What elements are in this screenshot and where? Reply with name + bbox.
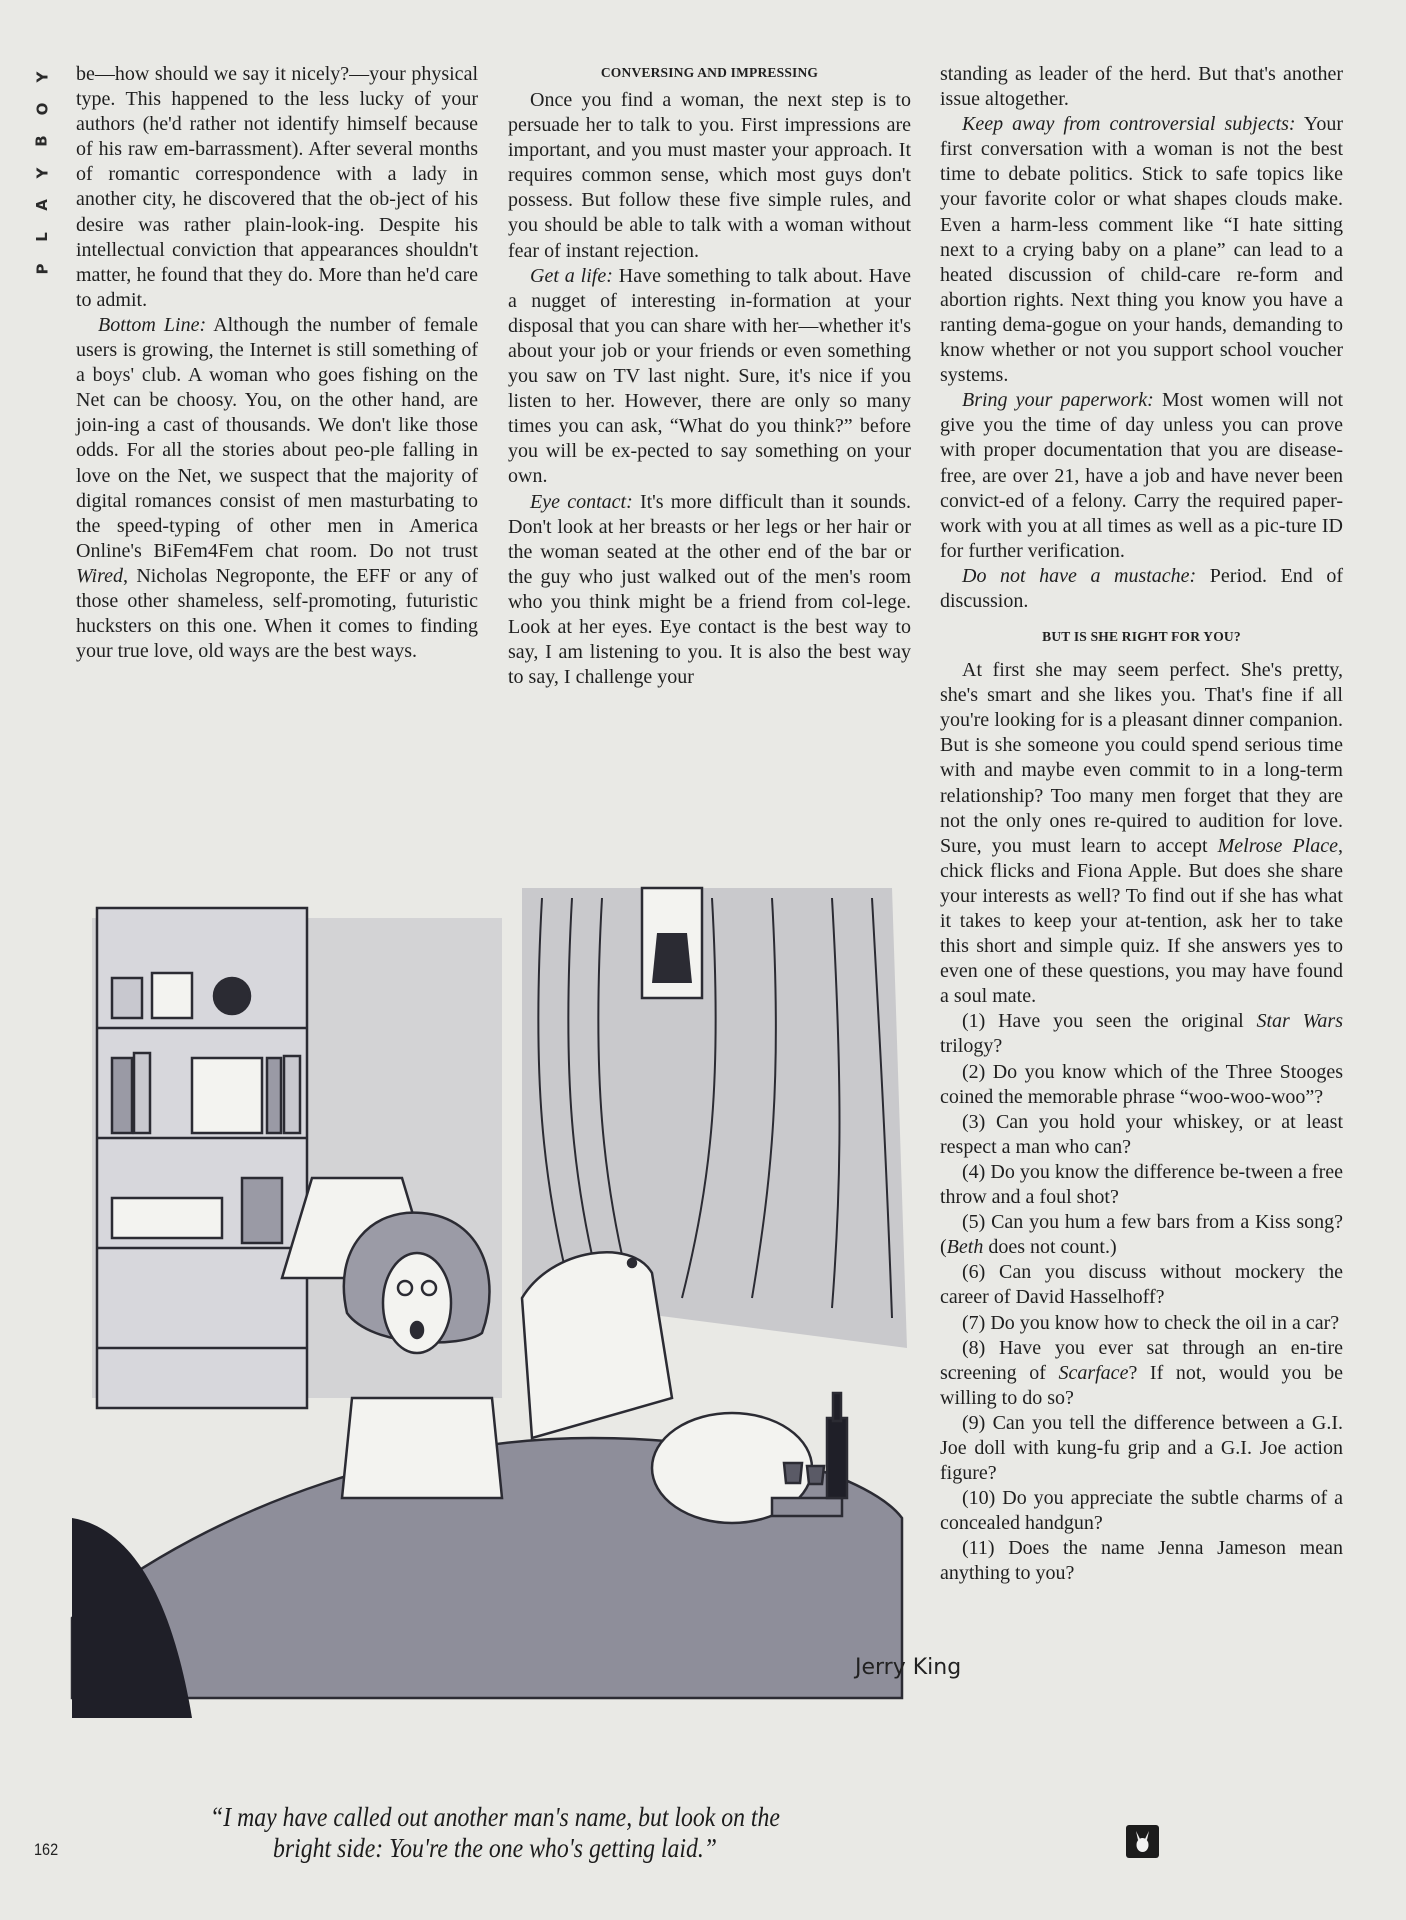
quiz-question: (11) Does the name Jenna Jameson mean anything to you?	[940, 1537, 1343, 1585]
run-in-head: Eye contact:	[530, 490, 633, 513]
quiz-question: (5) Can you hum a few bars from a Kiss song? (Beth does not count.)	[940, 1211, 1343, 1259]
article-column-3	[940, 62, 1343, 1587]
run-in-head: Get a life:	[530, 264, 613, 287]
cartoon-caption	[165, 1802, 825, 1864]
quiz-question: (4) Do you know the difference be-tween a free throw and a foul shot?	[940, 1160, 1343, 1209]
section-heading: BUT IS SHE RIGHT FOR YOU?	[1042, 629, 1241, 645]
quiz-question: (3) Can you hold your whiskey, or at least respect a man who can?	[940, 1110, 1343, 1158]
signature-text: Jerry King	[855, 1655, 962, 1680]
run-in-head: Do not have a mustache:	[962, 564, 1197, 587]
run-in-head: Bottom Line:	[98, 313, 207, 336]
quiz-question: (8) Have you ever sat through an en-tire screening of Scarface? If not, would you be willing to do so?	[940, 1336, 1343, 1409]
paragraph: At first she may seem perfect. She's pretty, she's smart and she likes you. That's fine if all you're looking for is a pleasant dinner companion. But is she someone you could spend serious time with and maybe even commit to in a long-term relationship? Too many men forget that they are not the only ones re-quired to audition for love. Sure, you must learn to accept Melrose Place, chick flicks and Fiona Apple. But does she share your interests as well? To find out if she has what it takes to keep your at-tention, ask her to take this short and simple quiz. If she answers yes to even one of these questions, you may have found a soul mate.	[940, 659, 1343, 1008]
publication-title: Wired	[76, 564, 124, 587]
paragraph: standing as leader of the herd. But that's another issue altogether.	[940, 63, 1343, 111]
paragraph: Bring your paperwork: Most women will not give you the time of day unless you can prove with proper documentation that you are disease-free, are over 21, have a job and have never been convict-ed of a felony. Carry the required paper-work with you at all times as well as a pic-ture ID for further verification.	[940, 389, 1344, 562]
page-number: 162	[34, 1840, 59, 1859]
quiz-question: (7) Do you know how to check the oil in a car?	[962, 1311, 1340, 1334]
quiz-question: (6) Can you discuss without mockery the career of David Hasselhoff?	[940, 1261, 1343, 1309]
quiz-question: (9) Can you tell the difference between a G.I. Joe doll with kung-fu grip and a G.I. Joe action figure?	[940, 1411, 1343, 1485]
spine-letter: B	[33, 135, 51, 147]
paragraph: Keep away from controversial subjects: Your first conversation with a woman is not the best time to debate politics. Stick to safe topics like your favorite color or what shapes clouds make. Even a harm-less comment like “I hate sitting next to a crying baby on a plane” can lead to a heated discussion of child-care re-form and abortion rights. Next thing you know you have a ranting dema-gogue on your hands, demanding to know whether or not you support school voucher systems.	[940, 113, 1344, 387]
italic-title: Star Wars	[1256, 1010, 1343, 1033]
run-in-head: Keep away from controversial subjects:	[962, 113, 1296, 136]
artist-signature	[845, 1640, 962, 1720]
spine-letter: O	[32, 102, 51, 116]
paragraph: Bottom Line: Although the number of female users is growing, the Internet is still something of a boys' club. A woman who goes fishing on the Net can be choosy. You, on the other hand, are join-ing a cast of thousands. We don't like those odds. For all the stories about peo-ple falling in love on the Net, we suspect that the majority of digital romances consist of men masturbating to the speed-typing of other men in America Online's BiFem4Fem chat room. Do not trust Wired, Nicholas Negroponte, the EFF or any of those other shameless, self-promoting, futuristic hucksters on this one. When it comes to finding your true love, old ways are the best ways.	[76, 313, 478, 663]
quiz-question: (2) Do you know which of the Three Stooges coined the memorable phrase “woo-woo-woo”?	[940, 1060, 1343, 1108]
paragraph: Once you find a woman, the next step is to persuade her to talk to you. First impressions are important, and you must master your approach. It requires common sense, which most guys don't possess. But follow these five simple rules, and you should be able to talk with a woman without fear of instant rejection.	[508, 89, 911, 262]
cartoon-illustration	[72, 878, 920, 1768]
caption-line: bright side: You're the one who's getting laid.”	[272, 1833, 718, 1863]
spine-letter: A	[32, 199, 51, 211]
section-heading: CONVERSING AND IMPRESSING	[600, 65, 819, 80]
paragraph: Get a life: Have something to talk about. Have a nugget of interesting in-formation at your disposal that you can share with her—whether it's about your job or your friends or even something you saw on TV last night. Sure, it's nice if you listen to her. However, there are only so many times you can ask, “What do you think?” before you will be ex-pected to say something on your own.	[508, 264, 911, 488]
quiz-list	[940, 1009, 1343, 1586]
spine-letter: P	[33, 263, 51, 275]
article-column-2	[508, 62, 911, 690]
caption-line: “I may have called out another man's name, but look on the	[210, 1802, 780, 1832]
spine-letter: Y	[33, 167, 51, 179]
rabbit-head-end-mark-icon	[1126, 1825, 1159, 1858]
paragraph: Eye contact: It's more difficult than it sounds. Don't look at her breasts or her legs or her hair or the woman seated at the other end of the bar or the guy who just walked out of the men's room who you think might be a friend from col-lege. Look at her eyes. Eye contact is the best way to say, I am listening to you. It is also the best way to say, I challenge your	[508, 490, 912, 689]
spine-letter: Y	[33, 71, 51, 83]
run-in-head: Bring your paperwork:	[962, 389, 1154, 412]
bookcase	[97, 908, 307, 1408]
spine-letter: L	[33, 232, 51, 242]
paragraph: Do not have a mustache: Period. End of discussion.	[940, 564, 1344, 612]
italic-title: Beth	[946, 1236, 984, 1259]
tv-title: Melrose Place	[1217, 834, 1338, 857]
paragraph: be—how should we say it nicely?—your physical type. This happened to the less lucky of your authors (he'd rather not identify himself because of his raw em-barrassment). After several months of romantic correspondence with a lady in another city, he discovered that the ob-ject of his desire was rather plain-look-ing. Despite his intellectual conviction that appearances shouldn't matter, he found that they do. More than he'd care to admit.	[76, 63, 478, 311]
spine-masthead	[30, 68, 54, 278]
quiz-question: (10) Do you appreciate the subtle charms of a concealed handgun?	[940, 1487, 1343, 1535]
quiz-question: (1) Have you seen the original Star Wars trilogy?	[940, 1010, 1343, 1058]
italic-title: Scarface	[1058, 1361, 1129, 1384]
article-column-1	[76, 62, 478, 664]
